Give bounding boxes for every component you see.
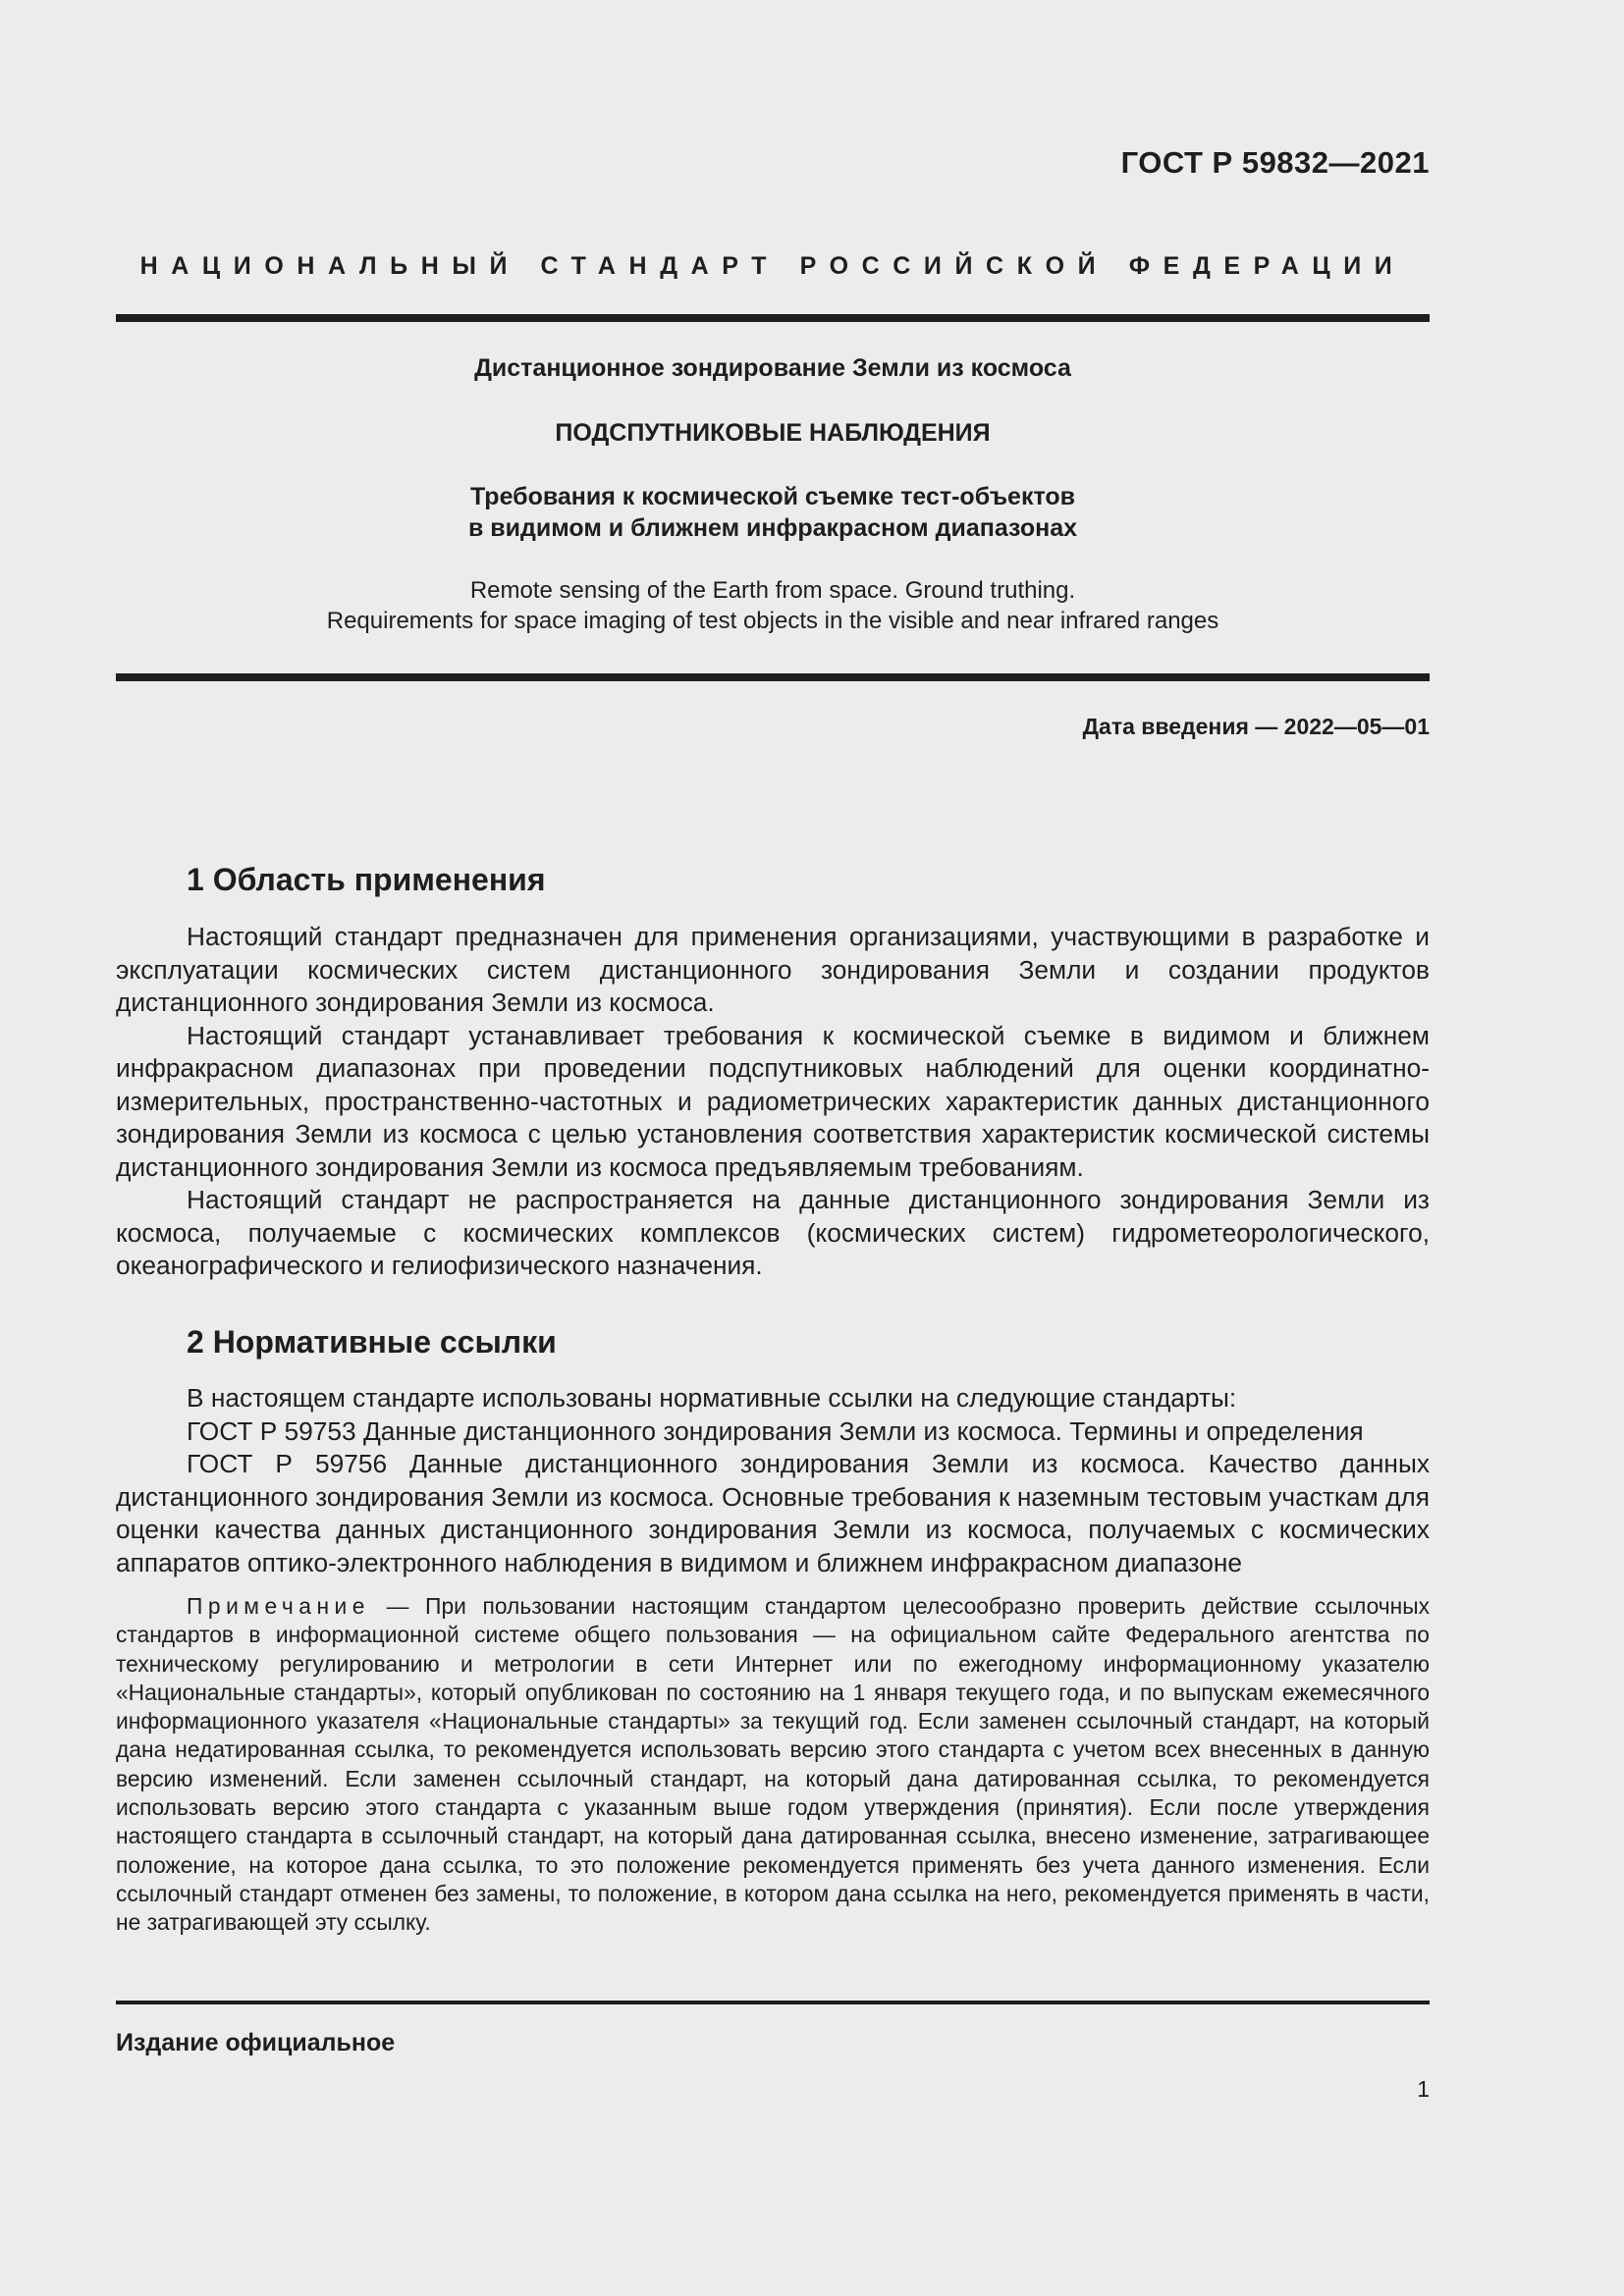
title-line-3 — [116, 481, 1430, 544]
english-title — [116, 575, 1430, 636]
national-standard-heading: НАЦИОНАЛЬНЫЙ СТАНДАРТ РОССИЙСКОЙ ФЕДЕРАЦИИ — [139, 252, 1406, 280]
official-edition-label: Издание официальное — [116, 2029, 396, 2056]
title-line-2: ПОДСПУТНИКОВЫЕ НАБЛЮДЕНИЯ — [555, 419, 991, 447]
footer-divider — [116, 2001, 1430, 2004]
top-divider — [116, 314, 1430, 322]
english-title-line-b: Requirements for space imaging of test objects in the visible and near infrared ranges — [326, 608, 1219, 634]
note-paragraph — [116, 1592, 1430, 1938]
introduction-date: Дата введения — 2022—05—01 — [1082, 714, 1430, 739]
note-body: — При пользовании настоящим стандартом целесообразно проверить действие ссылочных стандартов в информационной системе общего пользования — на официальном сайте Федерального агентства по техническому регулированию и метрологии в сети Интернет или по ежегодному информационному указателю «Национальные стандарты», который опубликован по состоянию на 1 января текущего года, и по выпускам ежемесячного информационного указателя «Национальные стандарты» за текущий год. Если заменен ссылочный стандарт, на который дана недатированная ссылка, то рекомендуется использовать версию этого стандарта с учетом всех внесенных в данную версию изменений. Если заменен ссылочный стандарт, на который дана датированная ссылка, то рекомендуется использовать версию этого стандарта с указанным выше годом утверждения (принятия). Если после утверждения настоящего стандарта в ссылочный стандарт, на который дана датированная ссылка, внесено изменение, затрагивающее положение, на которое дана ссылка, то это положение рекомендуется применять без учета данного изменения. Если ссылочный стандарт отменен без замены, то положение, в котором дана ссылка на него, рекомендуется применять в части, не затрагивающей эту ссылку. — [116, 1593, 1430, 1936]
english-title-line-a: Remote sensing of the Earth from space. Ground truthing. — [469, 577, 1076, 604]
section-2-body — [116, 1382, 1430, 1579]
page-number: 1 — [1417, 2076, 1430, 2102]
title-divider — [116, 673, 1430, 681]
title-line-1: Дистанционное зондирование Земли из космоса — [474, 354, 1071, 382]
title-line-3a: Требования к космической съемке тест-объектов — [469, 483, 1076, 510]
standard-number: ГОСТ Р 59832—2021 — [1120, 145, 1430, 180]
note-label: Примечание — [187, 1593, 370, 1619]
section-2-heading: 2 Нормативные ссылки — [187, 1324, 557, 1360]
note-block — [116, 1592, 1430, 1938]
section-1-heading: 1 Область применения — [187, 862, 546, 897]
title-line-3b: в видимом и ближнем инфракрасном диапазонах — [467, 514, 1078, 542]
section-1-paragraph: Настоящий стандарт устанавливает требования к космической съемке в видимом и ближнем инфракрасном диапазонах при проведении подспутниковых наблюдений для оценки координатно-измерительных, пространственно-частотных и радиометрических характеристик данных дистанционного зондирования Земли из космоса с целью установления соответствия характеристик космической системы дистанционного зондирования Земли из космоса предъявляемым требованиям. — [116, 1020, 1430, 1182]
reference-item: ГОСТ Р 59753 Данные дистанционного зондирования Земли из космоса. Термины и определения — [187, 1415, 1364, 1446]
reference-item: ГОСТ Р 59756 Данные дистанционного зондирования Земли из космоса. Качество данных дистанционного зондирования Земли из космоса. Основные требования к наземным тестовым участкам для оценки качества данных дистанционного зондирования Земли из космоса, получаемых с космических аппаратов оптико-электронного наблюдения в видимом и ближнем инфракрасном диапазоне — [116, 1449, 1430, 1577]
section-1-paragraph: Настоящий стандарт не распространяется на данные дистанционного зондирования Земли из космоса, получаемые с космических комплексов (космических систем) гидрометеорологического, океанографического и гелиофизического назначения. — [116, 1185, 1430, 1280]
section-2-paragraph: В настоящем стандарте использованы нормативные ссылки на следующие стандарты: — [187, 1383, 1237, 1413]
section-1-paragraph: Настоящий стандарт предназначен для применения организациями, участвующими в разработке и эксплуатации космических систем дистанционного зондирования Земли и создании продуктов дистанционного зондирования Земли из космоса. — [116, 922, 1430, 1017]
section-1-body — [116, 921, 1430, 1283]
